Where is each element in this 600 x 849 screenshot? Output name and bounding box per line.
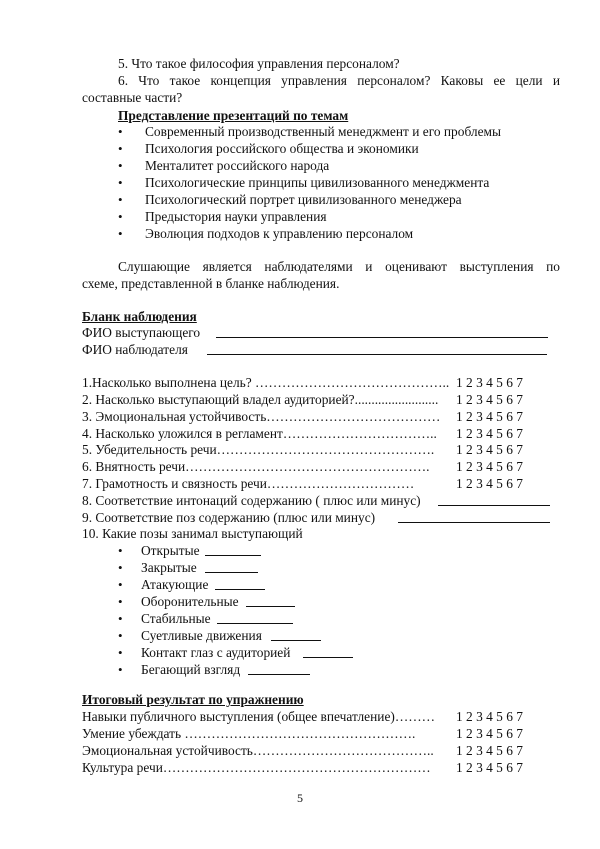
pose-answer-field[interactable] (205, 560, 258, 573)
bullet-icon: • (118, 124, 123, 139)
speaker-label: ФИО выступающего (82, 325, 201, 340)
bullet-icon: • (118, 141, 123, 156)
item-8-answer-field[interactable] (438, 493, 550, 506)
pose-answer-field[interactable] (248, 662, 310, 675)
rating-scale[interactable]: 1 2 3 4 5 6 7 (456, 476, 523, 491)
item-8-label: 8. Соответствие интонаций содержанию ( плюс или минус) (82, 493, 421, 508)
bullet-icon: • (118, 662, 123, 677)
document-page: 5. Что такое философия управления персоналом? 6. Что такое концепция управления персоналом? Каковы ее цели и составные части? Представление презентаций по темам • Современный производственный менеджмент и его проблемы • Психология российского общества и экономики • Менталитет российского народа • Психологические принципы цивилизованного менеджмента • Психологический портрет цивилизованного менеджера • Предыстория науки управления • Эволюция подходов к управлению персоналом Слушающие является наблюдателями и оценивают выступления по схеме, представленной в бланке наблюдения. Бланк наблюдения ФИО выступающего ФИО наблюдателя 1.Насколько выполнена цель? …………………………………….. 1 2 3 4 5 6 7 2. Насколько выступающий владел аудиторией?......................... 1 2 3 4 5 6 7 3. Эмоциональная устойчивость………………………………… 1 2 3 4 5 6 7 4. Насколько уложился в регламент…………………………….. 1 2 3 4 5 6 7 5. Убедительность речи…………………………………………. 1 2 3 4 5 6 7 6. Внятность речи………………………………………………. 1 2 3 4 5 6 7 7. Грамотность и связность речи…………………………… 1 2 3 4 5 6 7 8. Соответствие интонаций содержанию ( плюс или минус) 9. Соответствие поз содержанию (плюс или минус) 10. Какие позы занимал выступающий • Открытые • Закрытые • Атакующие • Оборонительные • Стабильные • Суетливые движения • Контакт глаз с аудиторией • Бегающий взгляд Итоговый результат по упражнению Навыки публичного выступления (общее впечатление)……… 1 2 3 4 5 6 7 Умение убеждать ……………………………………………. 1 2 3 4 5 6 7 Эмоциональная устойчивость………………………………….. 1 2 3 4 5 6 7 Культура речи…………………………………………………… 1 2 3 4 5 6 7 5 (0, 0, 600, 849)
bullet-icon: • (118, 192, 123, 207)
pose-answer-field[interactable] (215, 577, 265, 590)
rating-scale[interactable]: 1 2 3 4 5 6 7 (456, 392, 523, 407)
pose-answer-field[interactable] (271, 628, 321, 641)
rating-scale[interactable]: 1 2 3 4 5 6 7 (456, 726, 523, 741)
listeners-line1: Слушающие является наблюдателями и оценивают выступления по (118, 259, 560, 274)
rating-scale[interactable]: 1 2 3 4 5 6 7 (456, 709, 523, 724)
bullet-icon: • (118, 611, 123, 626)
bullet-icon: • (118, 628, 123, 643)
pose-answer-field[interactable] (217, 611, 293, 624)
bullet-icon: • (118, 175, 123, 190)
rating-scale[interactable]: 1 2 3 4 5 6 7 (456, 375, 523, 390)
rating-scale[interactable]: 1 2 3 4 5 6 7 (456, 459, 523, 474)
rating-scale[interactable]: 1 2 3 4 5 6 7 (456, 426, 523, 441)
item-10-label: 10. Какие позы занимал выступающий (82, 526, 303, 541)
bullet-icon: • (118, 645, 123, 660)
question-6-line1: 6. Что такое концепция управления персоналом? Каковы ее цели и (118, 73, 560, 88)
bullet-icon: • (118, 594, 123, 609)
listeners-line2: схеме, представленной в бланке наблюдения. (82, 276, 340, 291)
question-6-line2: составные части? (82, 90, 183, 105)
question-5: 5. Что такое философия управления персоналом? (118, 56, 400, 71)
item-9-answer-field[interactable] (398, 510, 550, 523)
form-heading: Бланк наблюдения (82, 309, 197, 324)
bullet-icon: • (118, 209, 123, 224)
bullet-icon: • (118, 226, 123, 241)
pose-answer-field[interactable] (205, 543, 261, 556)
bullet-icon: • (118, 543, 123, 558)
presentations-heading: Представление презентаций по темам (118, 108, 349, 123)
observer-label: ФИО наблюдателя (82, 342, 188, 357)
rating-scale[interactable]: 1 2 3 4 5 6 7 (456, 760, 523, 775)
pose-answer-field[interactable] (246, 594, 295, 607)
rating-scale[interactable]: 1 2 3 4 5 6 7 (456, 409, 523, 424)
pose-answer-field[interactable] (303, 645, 353, 658)
observer-name-field[interactable] (207, 342, 547, 355)
page-number: 5 (297, 791, 303, 805)
bullet-icon: • (118, 577, 123, 592)
speaker-name-field[interactable] (216, 325, 548, 338)
rating-scale[interactable]: 1 2 3 4 5 6 7 (456, 743, 523, 758)
bullet-icon: • (118, 158, 123, 173)
result-heading: Итоговый результат по упражнению (82, 692, 304, 707)
bullet-icon: • (118, 560, 123, 575)
item-9-label: 9. Соответствие поз содержанию (плюс или минус) (82, 510, 376, 525)
rating-scale[interactable]: 1 2 3 4 5 6 7 (456, 442, 523, 457)
